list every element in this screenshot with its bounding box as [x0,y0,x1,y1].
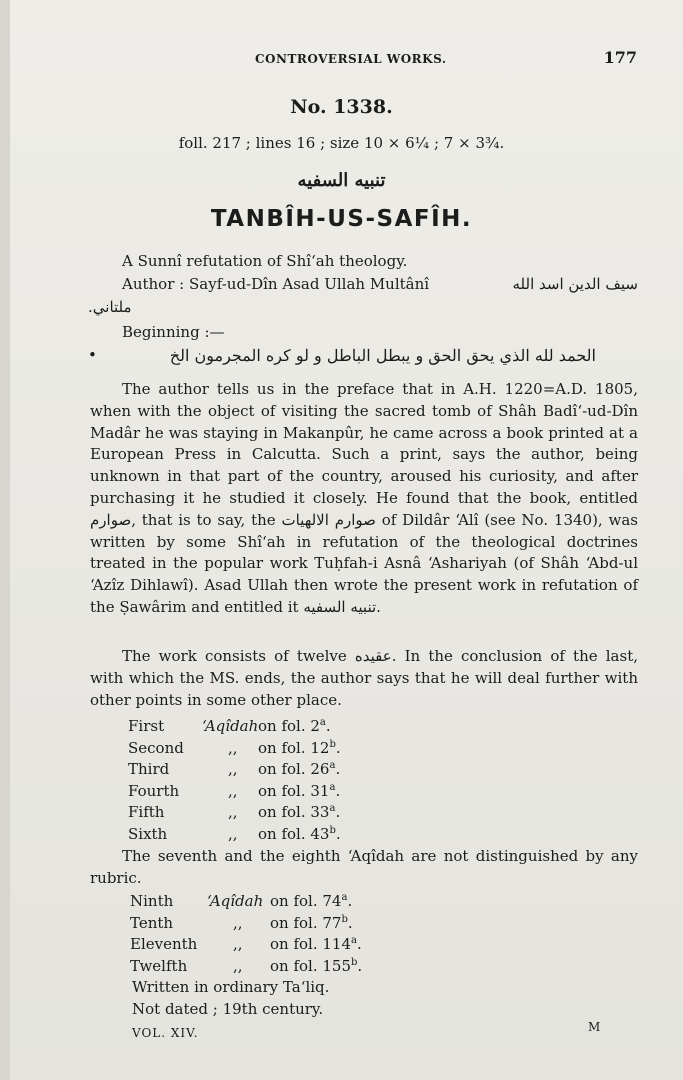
ditto-mark: ,, [228,803,238,821]
date-line: Not dated ; 19th century. [132,1000,324,1018]
page-number: 177 [603,48,637,67]
aqidah-ordinal: Sixth [128,824,168,843]
ditto-mark: ,, [228,760,238,778]
beginning-arabic: الحمد لله الذي يحق الحق و يبطل الباطل و لو كره المجرمون الخ [169,346,596,365]
aqidah-ordinal: Twelfth [130,956,188,975]
aqidah-row [128,803,388,824]
aqidah-label: ‘Aqîdah [202,717,259,735]
author-latin: Sayf-ud-Dîn Asad Ullah Multânî [189,275,430,293]
paragraph-1-text: The author tells us in the preface that in A.H. 1220=A.D. 1805, when with the object of visiting the sacred tomb of Shâh Badî‘-ud-Dîn Madâr he was staying in Makanpûr, he came across a book printed at a European Press in Calcutta. Such a print, says the author, being unknown in that part of the country, aroused his curiosity, and after purchasing it he studied it closely. He found that the book, entitled [90,380,638,507]
script-line: Written in ordinary Ta‘liq. [132,978,330,996]
aqidah-ordinal: Third [128,760,170,778]
ditto-mark: ,, [233,935,243,953]
folio-reference: on fol. 43$^b$. [258,824,341,843]
folio-side: a [351,935,357,946]
arabic-sawarim: صوارم [90,510,132,529]
folio-side: a [329,760,336,771]
aqidah-row [128,739,388,760]
folio-side: b [351,956,358,968]
aqidah-row [128,782,388,803]
aqidah-ordinal: Fifth [128,803,165,821]
arabic-title: تنبيه السفيه [297,170,386,191]
folio-side: b [329,738,336,750]
folio-reference: on fol. 2$^a$. [258,717,331,735]
signature-mark: M [588,1020,601,1034]
folio-side: a [319,717,326,728]
folio-side: a [341,892,348,903]
ditto-mark: ,, [228,824,238,843]
beginning-text [88,346,638,364]
aqidah-row [128,760,388,781]
paragraph-preface [90,379,638,619]
folio-reference: on fol. 74$^a$. [270,892,353,910]
aqidah-ordinal: First [128,717,165,735]
folio-reference: on fol. 155$^b$. [270,956,363,975]
catalogue-number: No. 1338. [290,96,393,118]
paragraph-contents [90,646,638,711]
folio-side: a [329,781,336,793]
folio-reference: on fol. 77$^b$. [270,913,353,932]
paragraph-2-text: The work consists of twelve [122,647,347,665]
folio-reference: on fol. 33$^a$. [258,803,341,821]
aqidah-row [130,957,390,978]
beginning-label: Beginning :— [122,323,225,341]
aqidah-ordinal: Eleventh [130,935,198,953]
page-edge [0,0,10,1080]
paragraph-rubric [90,846,638,890]
folio-side: a [329,803,336,814]
folio-reference: on fol. 31$^a$. [258,781,341,800]
arabic-aqidah: عقيده [354,647,392,665]
arabic-tanbih: تنبيه السفيه [303,597,377,616]
ditto-mark: ,, [233,956,243,975]
paragraph-3-text: The seventh and the eighth ‘Aqîdah are not distinguished by any rubric. [90,847,638,887]
running-head: CONTROVERSIAL WORKS. [255,52,447,66]
ditto-mark: ,, [228,738,238,757]
author-label: Author : [122,275,185,293]
folio-side: b [329,824,336,836]
arabic-sawarim-ilahiyat: صوارم الالهيات [281,510,376,529]
paragraph-2-end: . In the conclusion of the last, with which the MS. ends, the author says that he will deal further with other points in some other place. [90,647,638,709]
aqidah-row [130,892,390,913]
aqidah-row [128,717,388,738]
aqidah-ordinal: Fourth [128,781,180,800]
work-title: TANBÎH-US-SAFÎH. [210,206,473,232]
author-arabic-2: ملتاني. [88,298,132,316]
paragraph-1-cont: of Dildâr ‘Alî (see No. 1340), was written by some Shî‘ah in refutation of the theological doctrines treated in the popular work Tuḥfah-i Asnâ ‘Ashariyah (of Shâh ‘Abd-ul ‘Azîz Dihlawî). Asad Ullah then wrote the present work in refutation of the Ṣawârim and entitled it [90,510,638,616]
aqidah-ordinal: Tenth [130,913,174,932]
description: A Sunnî refutation of Shî‘ah theology. [122,252,408,270]
volume-footer: VOL. XIV. [132,1026,199,1040]
folio-reference: on fol. 114$^a$. [270,935,362,953]
author-line [122,275,638,293]
aqidah-ordinal: Second [128,738,184,757]
aqidah-ordinal: Ninth [130,892,174,910]
folio-reference: on fol. 12$^b$. [258,738,341,757]
paragraph-1-mid: , that is to say, the [131,510,276,529]
folio-reference: on fol. 26$^a$. [258,760,341,778]
paragraph-1-end: . [376,597,381,616]
ditto-mark: ,, [228,781,238,800]
collation: foll. 217 ; lines 16 ; size 10 × 6¼ ; 7 × 3¾. [178,134,505,152]
aqidah-row [130,935,390,956]
author-arabic-1: سيف الدين اسد الله [512,275,638,293]
aqidah-row [128,825,388,846]
beginning-mark: • [88,346,97,364]
aqidah-label: ‘Aqîdah [207,892,264,910]
aqidah-row [130,914,390,935]
folio-side: b [341,913,348,925]
ditto-mark: ,, [233,913,243,932]
